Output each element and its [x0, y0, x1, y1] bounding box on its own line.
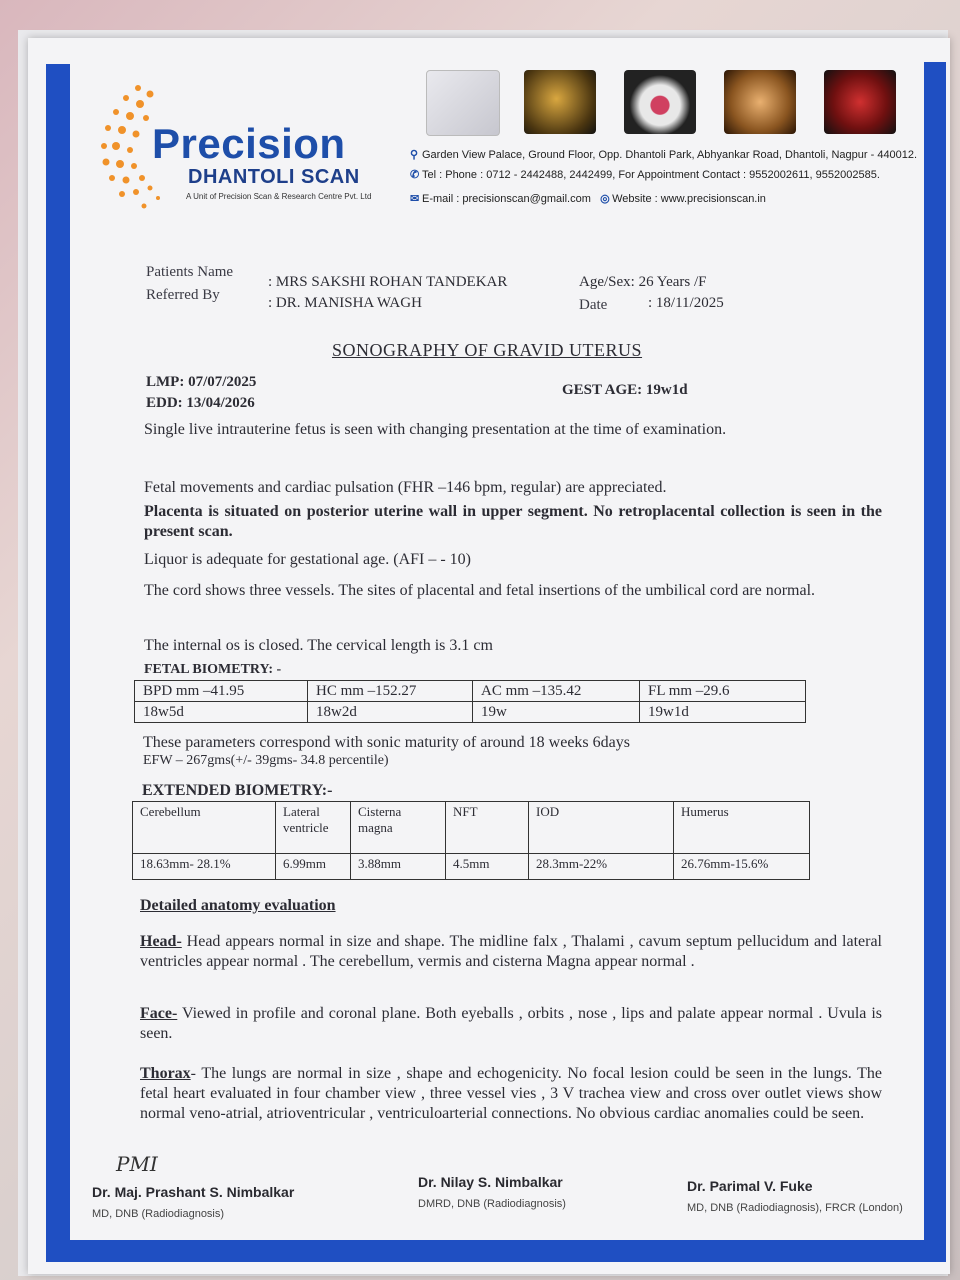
extended-biometry-table [132, 801, 810, 880]
doctor-1-degree: MD, DNB (Radiodiagnosis) [92, 1208, 225, 1220]
paragraph-fetus: Single live intrauterine fetus is seen with changing presentation at the time of examination. [144, 421, 727, 438]
report-title: SONOGRAPHY OF GRAVID UTERUS [332, 340, 643, 360]
humerus-value: 26.76mm-15.6% [674, 854, 810, 880]
iod-value: 28.3mm-22% [529, 854, 674, 880]
lateral-ventricle-value: 6.99mm [276, 854, 351, 880]
head-label: Head- [140, 933, 182, 950]
thorax-paragraph: Thorax- The lungs are normal in size , shape and echogenicity. No focal lesion could be seen in the lungs. The fetal heart evaluated in four chamber view , three vessel vies , 3 V trachea view and cross over outlet views show normal veno-atrial, atrioventricular , ventriculoarterial connections. No obvious cardiac anomalies could be seen. [140, 1065, 882, 1122]
hc-age-cell: 18w2d [308, 702, 473, 723]
thumbnail-heart [824, 70, 896, 134]
cisterna-magna-header: Cisterna magna [351, 802, 446, 854]
sonic-maturity-line: These parameters correspond with sonic maturity of around 18 weeks 6days [143, 734, 630, 751]
patient-name-value: : MRS SAKSHI ROHAN TANDEKAR [268, 274, 508, 290]
email-website-line: ✉ E-mail : precisionscan@gmail.com ◎ Website : www.precisionscan.in [410, 193, 766, 205]
thumbnail-skull-3d [524, 70, 596, 134]
date-label: Date [579, 297, 608, 313]
table-row [135, 702, 806, 723]
patient-name-label: Patients Name [146, 264, 234, 280]
cerebellum-value: 18.63mm- 28.1% [133, 854, 276, 880]
fetal-biometry-table [134, 680, 806, 723]
cisterna-magna-value: 3.88mm [351, 854, 446, 880]
globe-icon: ◎ [600, 193, 610, 205]
doctor-2-degree: DMRD, DNB (Radiodiagnosis) [418, 1198, 566, 1210]
paragraph-cervix: The internal os is closed. The cervical length is 3.1 cm [144, 637, 493, 654]
doctor-2-name: Dr. Nilay S. Nimbalkar [418, 1174, 563, 1190]
referred-by-label: Referred By [146, 287, 220, 303]
doctor-1-name: Dr. Maj. Prashant S. Nimbalkar [92, 1184, 295, 1200]
face-label: Face- [140, 1005, 178, 1022]
ac-cell: AC mm –135.42 [473, 681, 640, 702]
paragraph-cord: The cord shows three vessels. The sites of placental and fetal insertions of the umbilical cord are normal. [144, 582, 816, 599]
table-row [133, 854, 810, 880]
table-row [135, 681, 806, 702]
ac-age-cell: 19w [473, 702, 640, 723]
paragraph-liquor: Liquor is adequate for gestational age. (AFI – - 10) [144, 551, 472, 568]
handwritten-signature: PMI [116, 1152, 158, 1176]
lateral-ventricle-header: Lateral ventricle [276, 802, 351, 854]
hc-cell: HC mm –152.27 [308, 681, 473, 702]
age-sex: Age/Sex: 26 Years /F [579, 274, 707, 290]
phone-icon: ✆ [410, 169, 420, 181]
edd: EDD: 13/04/2026 [146, 395, 255, 411]
fl-cell: FL mm –29.6 [640, 681, 806, 702]
extended-biometry-heading: EXTENDED BIOMETRY:- [142, 782, 333, 799]
cerebellum-header: Cerebellum [133, 802, 276, 854]
paragraph-placenta: Placenta is situated on posterior uterine wall in upper segment. No retroplacental collection is seen in the present scan. [144, 503, 882, 540]
bpd-age-cell: 18w5d [135, 702, 308, 723]
humerus-header: Humerus [674, 802, 810, 854]
gestational-age: GEST AGE: 19w1d [562, 382, 688, 398]
fl-age-cell: 19w1d [640, 702, 806, 723]
face-paragraph: Face- Viewed in profile and coronal plane. Both eyeballs , orbits , nose , lips and palate appear normal . Uvula is seen. [140, 1005, 882, 1042]
efw-line: EFW – 267gms(+/- 39gms- 34.8 percentile) [143, 753, 389, 768]
thumbnail-xray [426, 70, 500, 136]
table-row [133, 802, 810, 854]
referred-by-value: : DR. MANISHA WAGH [268, 295, 422, 311]
thumbnail-fetus-3d [724, 70, 796, 134]
thumbnail-pelvis [624, 70, 696, 134]
right-blue-stripe [924, 62, 946, 1242]
date-value: : 18/11/2025 [648, 295, 724, 311]
fetal-biometry-heading: FETAL BIOMETRY: - [144, 662, 282, 677]
thorax-label: Thorax [140, 1065, 191, 1082]
anatomy-heading: Detailed anatomy evaluation [140, 897, 336, 914]
scan-thumbnails [426, 70, 906, 136]
paragraph-fhr: Fetal movements and cardiac pulsation (FHR –146 bpm, regular) are appreciated. [144, 479, 667, 496]
nft-value: 4.5mm [446, 854, 529, 880]
doctor-3-degree: MD, DNB (Radiodiagnosis), FRCR (London) [687, 1202, 903, 1214]
bottom-blue-stripe [46, 1240, 946, 1262]
doctor-3-name: Dr. Parimal V. Fuke [687, 1178, 813, 1194]
iod-header: IOD [529, 802, 674, 854]
nft-header: NFT [446, 802, 529, 854]
mail-icon: ✉ [410, 193, 420, 205]
bpd-cell: BPD mm –41.95 [135, 681, 308, 702]
brand-unit-line: A Unit of Precision Scan & Research Centre Pvt. Ltd [186, 192, 372, 201]
address-line: ⚲ Garden View Palace, Ground Floor, Opp. Dhantoli Park, Abhyankar Road, Dhantoli, Nagpur - 440012. [410, 149, 918, 161]
lmp: LMP: 07/07/2025 [146, 374, 257, 390]
brand-name: Precision [152, 120, 346, 167]
brand-subtitle: DHANTOLI SCAN [188, 166, 360, 188]
head-paragraph: Head- Head appears normal in size and shape. The midline falx , Thalami , cavum septum pellucidum and lateral ventricles appear normal . The cerebellum, vermis and cisterna Magna appear normal . [140, 933, 882, 970]
phone-line: ✆ Tel : Phone : 0712 - 2442488, 2442499, For Appointment Contact : 9552002611, 9552002585. [410, 169, 880, 181]
location-pin-icon: ⚲ [410, 149, 419, 161]
left-blue-stripe [46, 64, 70, 1244]
